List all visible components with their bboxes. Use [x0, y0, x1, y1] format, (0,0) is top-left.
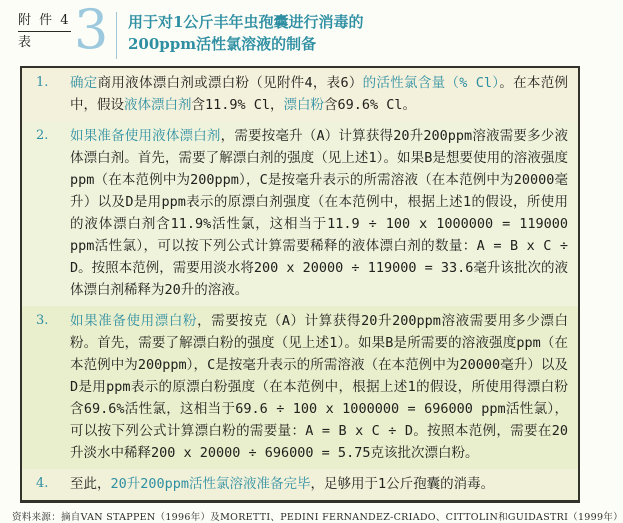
list-item: [22, 121, 578, 306]
plain-text: ，需要按克（A）计算获得20升200ppm溶液需要用多少漂白粉。首先，需要了解漂白粉的强度（见上述1）。如果B是所需要的溶液强度ppm（在本范例中为200ppm），C是按毫升表示的所需溶液（在本范例中为20000毫升）以及D是用ppm表示的原漂白粉强度（在本范例中，根据上述1的假设，所使用得漂白粉含69.6%活性氯，这相当于69.6 ÷ 100 x 1000000 = 696000 ppm活性氯），可以按下列公式计算漂白粉的需要量：A = B x C ÷ D。按照本范例，需要在20升淡水中稀释200 x 20000 ÷ 696000 = 5.75克该批次漂白粉。: [70, 313, 569, 461]
accent-text: 如果准备使用液体漂白剂: [70, 128, 221, 144]
list-item: [22, 68, 578, 121]
accent-text: 的活性氯含量（% Cl）: [362, 75, 500, 91]
plain-text: 至此，: [70, 476, 111, 492]
item-number: 1.: [36, 75, 49, 90]
items-list: [22, 68, 578, 500]
item-text: [70, 125, 568, 301]
accent-text: 20升200ppm活性氯溶液准备完毕: [110, 476, 311, 492]
table-title: [128, 11, 363, 55]
plain-text: ，足够用于1公斤孢囊的消毒。: [310, 476, 495, 492]
accent-text: 漂白粉: [283, 97, 325, 113]
accent-text: 确定: [70, 75, 98, 91]
item-text: [70, 72, 568, 116]
list-item: [22, 469, 578, 500]
annex-label: 附 件 4: [18, 13, 71, 32]
annex-block: [18, 13, 71, 50]
item-text: [70, 310, 568, 464]
plain-text: 。在本范例中，假设: [70, 75, 569, 113]
table-label: 表: [18, 35, 34, 50]
item-number: 4.: [36, 476, 49, 491]
item-text: [70, 473, 568, 495]
header-divider-line: [116, 12, 117, 59]
list-item: [22, 306, 578, 469]
instruction-box: [20, 66, 580, 503]
plain-text: 含11.9% Cl，: [191, 97, 284, 113]
plain-text: ，需要按毫升（A）计算获得20升200ppm溶液需要多少液体漂白剂。首先，需要了解漂白剂的强度（见上述1）。如果B是想要使用的溶液强度ppm（在本范例中为200ppm），C是按毫升表示的所需溶液（在本范例中为20000毫升）以及D是用ppm表示的原漂白剂强度（在本范例中，根据上述1的假设，所使用的液体漂白剂含11.9%活性氯，这相当于11.9 ÷ 100 x 1000000 = 119000 ppm活性氯），可以按下列公式计算需要稀释的液体漂白剂的数量：A = B x C ÷ D。按照本范例，需要用淡水将200 x 20000 ÷ 119000 = 33.6毫升该批次的液体漂白剂稀释为20升的溶液。: [70, 128, 569, 298]
title-line-1: 用于对1公斤丰年虫孢囊进行消毒的: [128, 13, 364, 31]
plain-text: 商用液体漂白剂或漂白粉（见附件4，表6）: [97, 75, 363, 91]
accent-text: 液体漂白剂: [124, 97, 192, 113]
title-line-2: 200ppm活性氯溶液的制备: [128, 35, 317, 53]
table-number: 3: [74, 0, 109, 61]
plain-text: 含69.6% Cl。: [324, 97, 417, 113]
source-note: 资料来源：摘自VAN STAPPEN（1996年）及MORETTI、PEDINI FERNANDEZ-CRIADO、CITTOLIN和GUIDASTRI（1999年）: [12, 512, 623, 523]
page-header: [0, 0, 600, 66]
accent-text: 如果准备使用漂白粉: [70, 313, 198, 329]
item-number: 2.: [36, 128, 49, 143]
item-number: 3.: [36, 313, 49, 328]
